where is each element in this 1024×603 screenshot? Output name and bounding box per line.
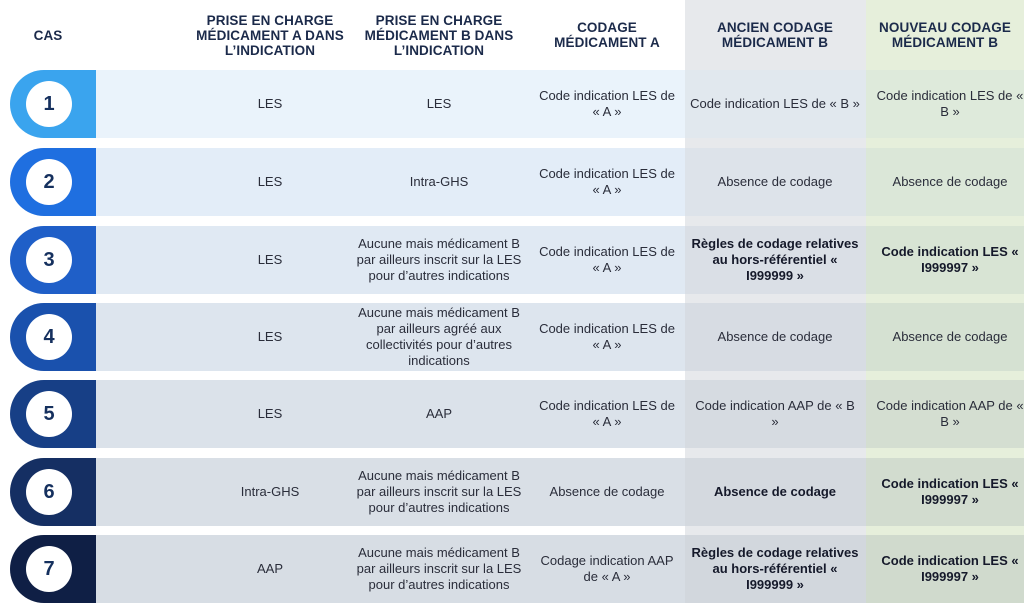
case-tab: [10, 226, 96, 294]
header-codage-a: CODAGE MÉDICAMENT A: [554, 20, 660, 50]
case-tab: [10, 148, 96, 216]
cell-ancien-codage-b: Règles de codage relatives au hors-référentiel « I999999 »: [691, 236, 859, 283]
cell-nouveau-codage-b: Code indication LES « I999997 »: [881, 244, 1019, 275]
table-row: [0, 226, 1024, 294]
header-nouveau-codage-b: NOUVEAU CODAGE MÉDICAMENT B: [879, 20, 1011, 50]
cell-ancien-codage-b: Absence de codage: [717, 329, 833, 344]
case-tab: [10, 458, 96, 526]
case-number: 2: [26, 159, 72, 205]
cell-ancien-codage-b: Règles de codage relatives au hors-référentiel « I999999 »: [691, 545, 859, 592]
cell-ancien-codage-b: Code indication AAP de « B »: [695, 398, 855, 429]
cell-nouveau-codage-b: Code indication LES de « B »: [876, 88, 1024, 119]
table-row: [0, 380, 1024, 448]
cell-prise-b: LES: [426, 96, 452, 111]
cell-nouveau-codage-b: Absence de codage: [892, 329, 1008, 344]
cell-prise-b: Aucune mais médicament B par ailleurs inscrit sur la LES pour d’autres indications: [356, 468, 522, 515]
table-row: [0, 70, 1024, 138]
case-tab: [10, 303, 96, 371]
case-number: 4: [26, 314, 72, 360]
cell-ancien-codage-b: Code indication LES de « B »: [690, 96, 860, 111]
cell-codage-a: Codage indication AAP de « A »: [540, 553, 674, 584]
table-row: [0, 458, 1024, 526]
cell-prise-b: Aucune mais médicament B par ailleurs inscrit sur la LES pour d’autres indications: [356, 236, 522, 283]
cell-nouveau-codage-b: Absence de codage: [892, 174, 1008, 189]
cell-nouveau-codage-b: Code indication LES « I999997 »: [881, 553, 1019, 584]
table-row: [0, 535, 1024, 603]
cell-codage-a: Absence de codage: [549, 484, 665, 499]
cell-codage-a: Code indication LES de « A »: [539, 398, 675, 429]
header-prise-a: PRISE EN CHARGE MÉDICAMENT A DANS L’INDICATION: [196, 12, 344, 58]
cell-nouveau-codage-b: Code indication AAP de « B »: [876, 398, 1024, 429]
cell-nouveau-codage-b: Code indication LES « I999997 »: [881, 476, 1019, 507]
cell-prise-b: AAP: [425, 406, 452, 421]
cell-prise-a: LES: [257, 96, 283, 111]
cell-prise-a: LES: [257, 174, 283, 189]
cell-codage-a: Code indication LES de « A »: [539, 88, 675, 119]
case-number: 7: [26, 546, 72, 592]
cell-prise-a: AAP: [256, 561, 283, 576]
case-tab: [10, 70, 96, 138]
case-number: 6: [26, 469, 72, 515]
header-prise-b: PRISE EN CHARGE MÉDICAMENT B DANS L’INDICATION: [364, 12, 514, 58]
cell-prise-a: Intra-GHS: [240, 484, 300, 499]
cell-prise-a: LES: [257, 406, 283, 421]
header-cas: CAS: [33, 27, 63, 43]
cell-prise-a: LES: [257, 329, 283, 344]
cell-ancien-codage-b: Absence de codage: [717, 174, 833, 189]
case-number: 1: [26, 81, 72, 127]
table-row: [0, 303, 1024, 371]
table-row: [0, 148, 1024, 216]
cell-codage-a: Code indication LES de « A »: [539, 321, 675, 352]
cell-codage-a: Code indication LES de « A »: [539, 244, 675, 275]
cell-ancien-codage-b: Absence de codage: [713, 484, 837, 499]
case-tab: [10, 535, 96, 603]
cell-prise-a: LES: [257, 252, 283, 267]
cell-prise-b: Aucune mais médicament B par ailleurs agréé aux collectivités pour d’autres indications: [358, 305, 520, 368]
case-number: 3: [26, 237, 72, 283]
case-tab: [10, 380, 96, 448]
case-number: 5: [26, 391, 72, 437]
cell-prise-b: Intra-GHS: [409, 174, 469, 189]
cell-prise-b: Aucune mais médicament B par ailleurs inscrit sur la LES pour d’autres indications: [356, 545, 522, 592]
cell-codage-a: Code indication LES de « A »: [539, 166, 675, 197]
header-ancien-codage-b: ANCIEN CODAGE MÉDICAMENT B: [716, 20, 834, 50]
